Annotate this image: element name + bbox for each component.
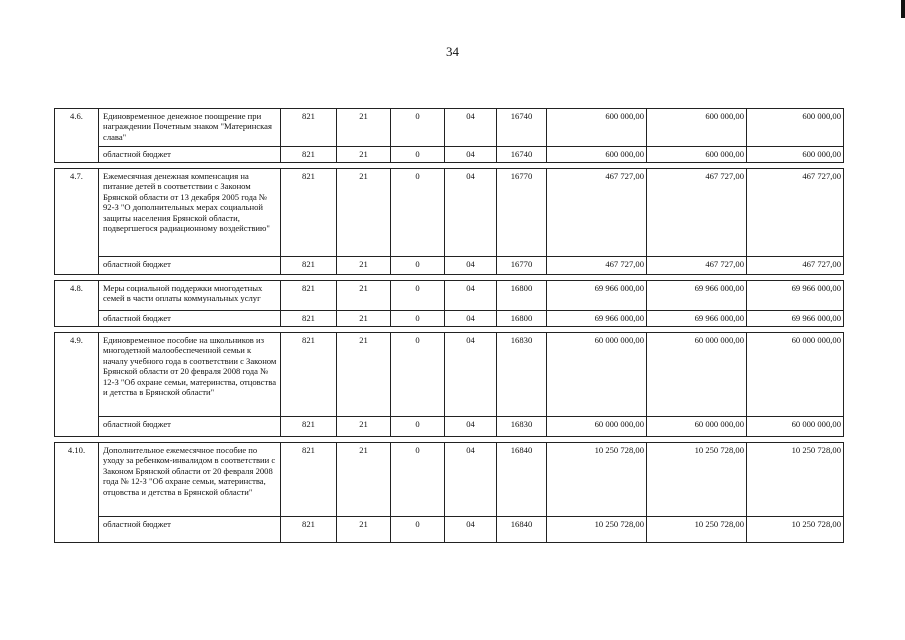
- page-edge-mark: [901, 0, 905, 18]
- item-number: 4.10.: [55, 443, 99, 543]
- item-number: 4.6.: [55, 109, 99, 163]
- amount-cell: 69 966 000,00: [547, 311, 647, 327]
- code-cell: 04: [445, 417, 497, 437]
- amount-cell: 10 250 728,00: [547, 443, 647, 517]
- amount-cell: 10 250 728,00: [747, 443, 844, 517]
- code-cell: 21: [337, 147, 391, 163]
- code-cell: 821: [281, 333, 337, 417]
- code-cell: 16770: [497, 169, 547, 257]
- budget-label: областной бюджет: [99, 311, 281, 327]
- code-cell: 16740: [497, 109, 547, 147]
- amount-cell: 60 000 000,00: [747, 333, 844, 417]
- amount-cell: 600 000,00: [547, 147, 647, 163]
- code-cell: 16840: [497, 443, 547, 517]
- code-cell: 21: [337, 417, 391, 437]
- amount-cell: 467 727,00: [547, 169, 647, 257]
- code-cell: 16830: [497, 333, 547, 417]
- budget-table: [54, 108, 844, 543]
- amount-cell: 600 000,00: [647, 109, 747, 147]
- table-row: [55, 169, 844, 257]
- code-cell: 821: [281, 281, 337, 311]
- item-description: Единовременное пособие на школьников из многодетной малообеспеченной семьи к началу учебного года в соответствии с Законом Брянской области от 20 февраля 2008 года № 12-З "Об охране семьи, материнства, отцовства и детства в Брянской области": [99, 333, 281, 417]
- amount-cell: 60 000 000,00: [647, 333, 747, 417]
- item-number: 4.8.: [55, 281, 99, 327]
- code-cell: 0: [391, 281, 445, 311]
- code-cell: 21: [337, 109, 391, 147]
- amount-cell: 60 000 000,00: [547, 333, 647, 417]
- code-cell: 04: [445, 311, 497, 327]
- code-cell: 0: [391, 417, 445, 437]
- code-cell: 821: [281, 443, 337, 517]
- code-cell: 821: [281, 517, 337, 543]
- code-cell: 21: [337, 517, 391, 543]
- amount-cell: 69 966 000,00: [747, 311, 844, 327]
- code-cell: 04: [445, 257, 497, 275]
- amount-cell: 467 727,00: [647, 169, 747, 257]
- amount-cell: 467 727,00: [547, 257, 647, 275]
- amount-cell: 69 966 000,00: [647, 311, 747, 327]
- amount-cell: 10 250 728,00: [747, 517, 844, 543]
- amount-cell: 69 966 000,00: [547, 281, 647, 311]
- budget-label: областной бюджет: [99, 147, 281, 163]
- code-cell: 04: [445, 169, 497, 257]
- budget-row: [55, 517, 844, 543]
- code-cell: 16800: [497, 311, 547, 327]
- code-cell: 21: [337, 169, 391, 257]
- code-cell: 821: [281, 109, 337, 147]
- amount-cell: 600 000,00: [647, 147, 747, 163]
- code-cell: 21: [337, 281, 391, 311]
- code-cell: 821: [281, 417, 337, 437]
- code-cell: 04: [445, 281, 497, 311]
- budget-label: областной бюджет: [99, 417, 281, 437]
- code-cell: 0: [391, 333, 445, 417]
- item-description: Дополнительное ежемесячное пособие по уходу за ребенком-инвалидом в соответствии с Законом Брянской области от 20 февраля 2008 года № 12-З "Об охране семьи, материнства, отцовства и детства в Брянской области": [99, 443, 281, 517]
- amount-cell: 600 000,00: [747, 147, 844, 163]
- code-cell: 21: [337, 311, 391, 327]
- item-description: Меры социальной поддержки многодетных семей в части оплаты коммунальных услуг: [99, 281, 281, 311]
- code-cell: 0: [391, 517, 445, 543]
- code-cell: 21: [337, 333, 391, 417]
- budget-row: [55, 417, 844, 437]
- code-cell: 04: [445, 147, 497, 163]
- budget-row: [55, 257, 844, 275]
- code-cell: 21: [337, 257, 391, 275]
- code-cell: 16840: [497, 517, 547, 543]
- budget-row: [55, 311, 844, 327]
- code-cell: 0: [391, 257, 445, 275]
- item-description: Ежемесячная денежная компенсация на питание детей в соответствии с Законом Брянской области от 13 декабря 2005 года № 92-З "О дополнительных мерах социальной защиты населения Брянской области, подвергшегося радиационному воздействию": [99, 169, 281, 257]
- amount-cell: 60 000 000,00: [547, 417, 647, 437]
- amount-cell: 467 727,00: [647, 257, 747, 275]
- table-row: [55, 281, 844, 311]
- code-cell: 16800: [497, 281, 547, 311]
- item-number: 4.9.: [55, 333, 99, 437]
- amount-cell: 60 000 000,00: [647, 417, 747, 437]
- code-cell: 04: [445, 333, 497, 417]
- amount-cell: 10 250 728,00: [647, 443, 747, 517]
- amount-cell: 600 000,00: [547, 109, 647, 147]
- code-cell: 16770: [497, 257, 547, 275]
- code-cell: 0: [391, 147, 445, 163]
- budget-label: областной бюджет: [99, 257, 281, 275]
- amount-cell: 467 727,00: [747, 257, 844, 275]
- amount-cell: 467 727,00: [747, 169, 844, 257]
- code-cell: 0: [391, 169, 445, 257]
- amount-cell: 600 000,00: [747, 109, 844, 147]
- code-cell: 04: [445, 443, 497, 517]
- code-cell: 821: [281, 147, 337, 163]
- code-cell: 16740: [497, 147, 547, 163]
- code-cell: 16830: [497, 417, 547, 437]
- code-cell: 821: [281, 257, 337, 275]
- amount-cell: 69 966 000,00: [747, 281, 844, 311]
- code-cell: 0: [391, 311, 445, 327]
- budget-row: [55, 147, 844, 163]
- code-cell: 821: [281, 311, 337, 327]
- amount-cell: 10 250 728,00: [547, 517, 647, 543]
- code-cell: 0: [391, 109, 445, 147]
- budget-label: областной бюджет: [99, 517, 281, 543]
- code-cell: 04: [445, 517, 497, 543]
- table-body: [55, 109, 844, 543]
- code-cell: 21: [337, 443, 391, 517]
- code-cell: 04: [445, 109, 497, 147]
- item-number: 4.7.: [55, 169, 99, 275]
- table-row: [55, 443, 844, 517]
- code-cell: 0: [391, 443, 445, 517]
- code-cell: 821: [281, 169, 337, 257]
- amount-cell: 69 966 000,00: [647, 281, 747, 311]
- table-row: [55, 333, 844, 417]
- table-row: [55, 109, 844, 147]
- item-description: Единовременное денежное поощрение при награждении Почетным знаком "Материнская слава": [99, 109, 281, 147]
- amount-cell: 10 250 728,00: [647, 517, 747, 543]
- page-number: 34: [446, 44, 459, 59]
- amount-cell: 60 000 000,00: [747, 417, 844, 437]
